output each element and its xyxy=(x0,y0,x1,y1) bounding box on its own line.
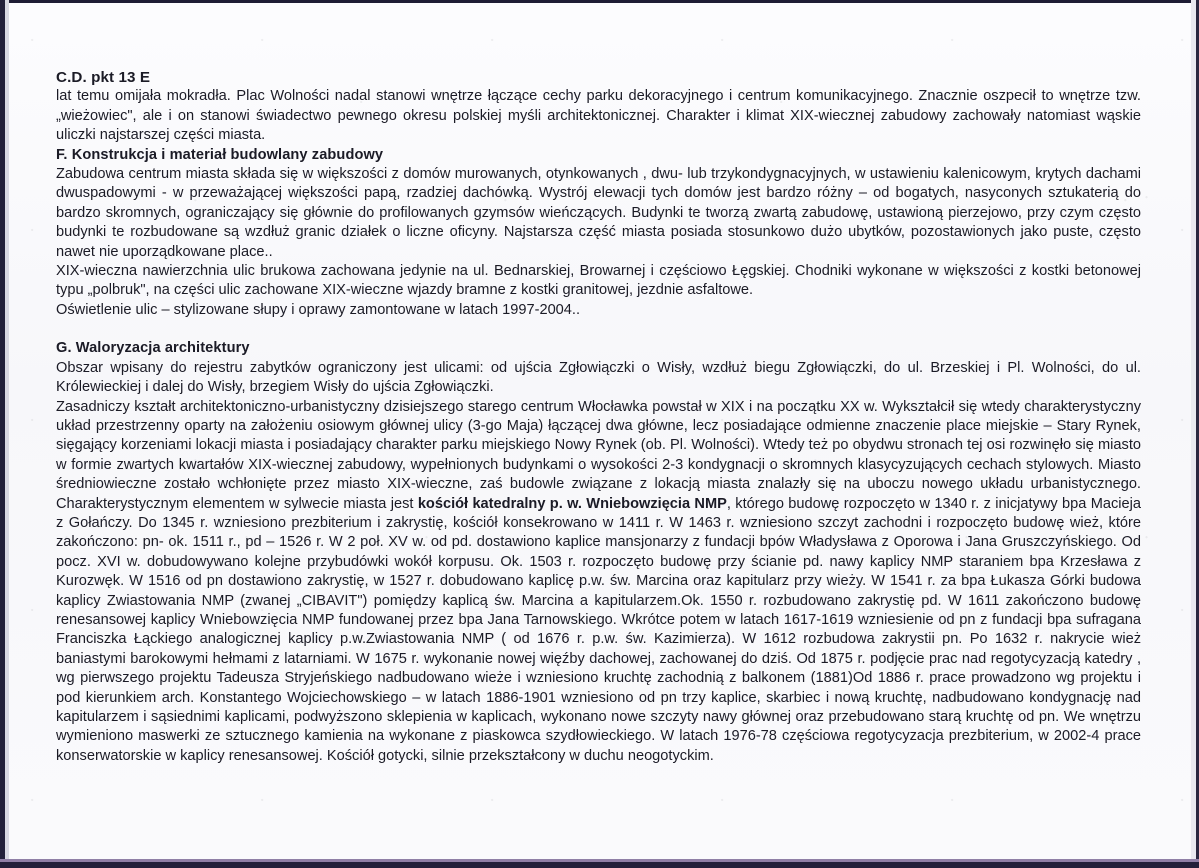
scan-edge-bottom-accent xyxy=(0,859,1199,862)
cathedral-name-emphasis: kościół katedralny p. w. Wniebowzięcia NMP xyxy=(417,495,727,512)
heading-section-g: G. Waloryzacja architektury xyxy=(56,340,250,357)
heading-cd-pkt-13-e: C.D. pkt 13 E xyxy=(56,69,151,86)
paragraph-f-street-surfaces: XIX-wieczna nawierzchnia ulic brukowa zachowana jedynie na ul. Bednarskiej, Browarnej i częściowo Łęgskiej. Chodniki wykonane w większości z kostki betonowej typu „polbruk", na części ulic zachowane XIX-wieczne wjazdy bramne z kostki granitowej, jezdnie asfaltowe. xyxy=(56,263,1141,299)
paragraph-g-cathedral-history xyxy=(56,398,1141,767)
heading-section-f: F. Konstrukcja i materiał budowlany zabudowy xyxy=(56,146,384,163)
scan-edge-left xyxy=(0,0,5,868)
paragraph-cd-continuation: lat temu omijała mokradła. Plac Wolności nadal stanowi wnętrze łączące cechy parku dekoracyjnego i centrum komunikacyjnego. Znacznie oszpecił to wnętrze tzw. „wieżowiec", ale i on stanowi świadectwo pewnego okresu polskiej myśli architektonicznej. Charakter i klimat XIX-wiecznej zabudowy zachowały natomiast wąskie uliczki najstarszej części miasta. xyxy=(56,88,1141,144)
paragraph-g-segment-history: , którego budowę rozpoczęto w 1340 r. z inicjatywy bpa Macieja z Gołańczy. Do 1345 r. wzniesiono prezbiterium i zakrystię, kościół konsekrowano w 1411 r. W 1463 r. wzniesiono szczyt zachodni i rozpoczęto budowę wież, które zakończono: pn- ok. 1511 r., pd – 1526 r. W 2 poł. XV w. od pd. dostawiono kaplice mansjonarzy z fundacji bpów Władysława z Oporowa i Jana Gruszczyńskiego. Od pocz. XVI w. dobudowywano kolejne przybudówki wokół korpusu. Ok. 1503 r. rozpoczęto budowę przy ścianie pd. nawy kaplicy NMP staraniem bpa Krzesława z Kurozwęk. W 1516 od pn dostawiono zakrystię, w 1527 r. dobudowano kaplicę p.w. św. Marcina oraz kapitularz przy wieży. W 1541 r. za bpa Łukasza Górki budowa kaplicy Zwiastowania NMP (zwanej „CIBAVIT") pomiędzy kaplicą św. Marcina a kapitularzem.Ok. 1550 r. rozbudowano zakrystię pd. W 1611 zakończono budowę renesansowej kaplicy Wniebowzięcia NMP fundowanej przez bpa Jana Tarnowskiego. Wkrótce potem w latach 1617-1619 wzniesienie od pn z fundacji bpa sufragana Franciszka Łąckiego analogicznej kaplicy p.w.Zwiastowania NMP ( od 1676 r. p.w. św. Kazimierza). W 1612 rozbudowa zakrystii pn. Po 1632 r. nakrycie wież baniastymi barokowymi hełmami z latarniami. W 1675 r. wykonanie nowej więźby dachowej, zachowanej do dziś. Od 1875 r. podjęcie prac nad regotycyzacją katedry , wg pierwszego projektu Tadeusza Stryjeńskiego nadbudowano wieże i wzniesiono kruchtę zachodnią z balkonem (1881)Od 1886 r. prace prowadzono wg projektu i pod kierunkiem arch. Konstantego Wojciechowskiego – w latach 1886-1901 wzniesiono od pn trzy kaplice, skarbiec i nową kruchtę, nadbudowano kondygnację nad kapitularzem i sąsiednimi kaplicami, podwyższono sklepienia w kaplicach, wykonano nowe szczyty nawy głównej oraz przebudowano starą kruchtę od pn. We wnętrzu wymieniono maswerki ze sztucznego kamienia na wykonane z piaskowca szydłowieckiego. W latach 1976-78 częściowa regotycyzacja prezbiterium, w 2002-4 prace konserwatorskie w kaplicy renesansowej. Kościół gotycki, silnie przekształcony w duchu neogotyckim. xyxy=(56,495,1142,764)
scan-edge-bottom xyxy=(0,862,1199,868)
paragraph-f-street-lighting: Oświetlenie ulic – stylizowane słupy i oprawy zamontowane w latach 1997-2004.. xyxy=(56,301,581,318)
document-body xyxy=(56,68,1141,766)
paragraph-f-building-construction: Zabudowa centrum miasta składa się w większości z domów murowanych, otynkowanych , dwu- lub trzykondygnacyjnych, w ustawieniu kalenicowym, krytych dachami dwuspadowymi - w przeważającej większości papą, rzadziej dachówką. Wystrój elewacji tych domów jest bardzo różny – od bogatych, nasyconych sztukaterią do bardzo skromnych, ograniczający się głównie do profilowanych gzymsów wieńczących. Budynki te tworzą zwartą zabudowę, ustawioną pierzejowo, przy czym często budynki te rozbudowane są wzdłuż granic działek o liczne oficyny. Najstarsza część miasta posiada stosunkowo dużo ubytków, pozostawionych jako puste, często nawet nie uporządkowane place.. xyxy=(56,166,1141,260)
section-spacer xyxy=(56,320,1141,339)
paragraph-g-protected-area-boundaries: Obszar wpisany do rejestru zabytków ograniczony jest ulicami: od ujścia Zgłowiączki o Wisły, wzdłuż biegu Zgłowiączki, do ul. Brzeskiej i Pl. Wolności, do ul. Królewieckiej i dalej do Wisły, brzegiem Wisły do ujścia Zgłowiączki. xyxy=(56,359,1141,396)
paragraph-g-segment-intro: Zasadniczy kształt architektoniczno-urbanistyczny dzisiejszego starego centrum Włocławka powstał w XIX i na początku XX w. Wykształcił się wtedy charakterystyczny układ przestrzenny oparty na założeniu osiowym głównej ulicy (3-go Maja) łączącej dwa główne, lecz posiadające odmienne znaczenie place miejskie – Stary Rynek, sięgający korzeniami lokacji miasta i posiadający charakter parku miejskiego Nowy Rynek (ob. Pl. Wolności). Wtedy też po obydwu stronach tej osi rozwinęło się miasto w formie zwartych kwartałów XIX-wiecznej zabudowy, wypełnionych budynkami o wysokości 2-3 kondygnacji o skromnych klasycyzujących cechach stylowych. Miasto średniowieczne zostało wchłonięte przez miasto XIX-wieczne, zaś budowle związane z lokacją miasta znalazły się na uboczu nowego układu urbanistycznego. Charakterystycznym elementem w sylwecie miasta jest xyxy=(56,398,1141,512)
scan-edge-right-inner xyxy=(1191,0,1196,868)
